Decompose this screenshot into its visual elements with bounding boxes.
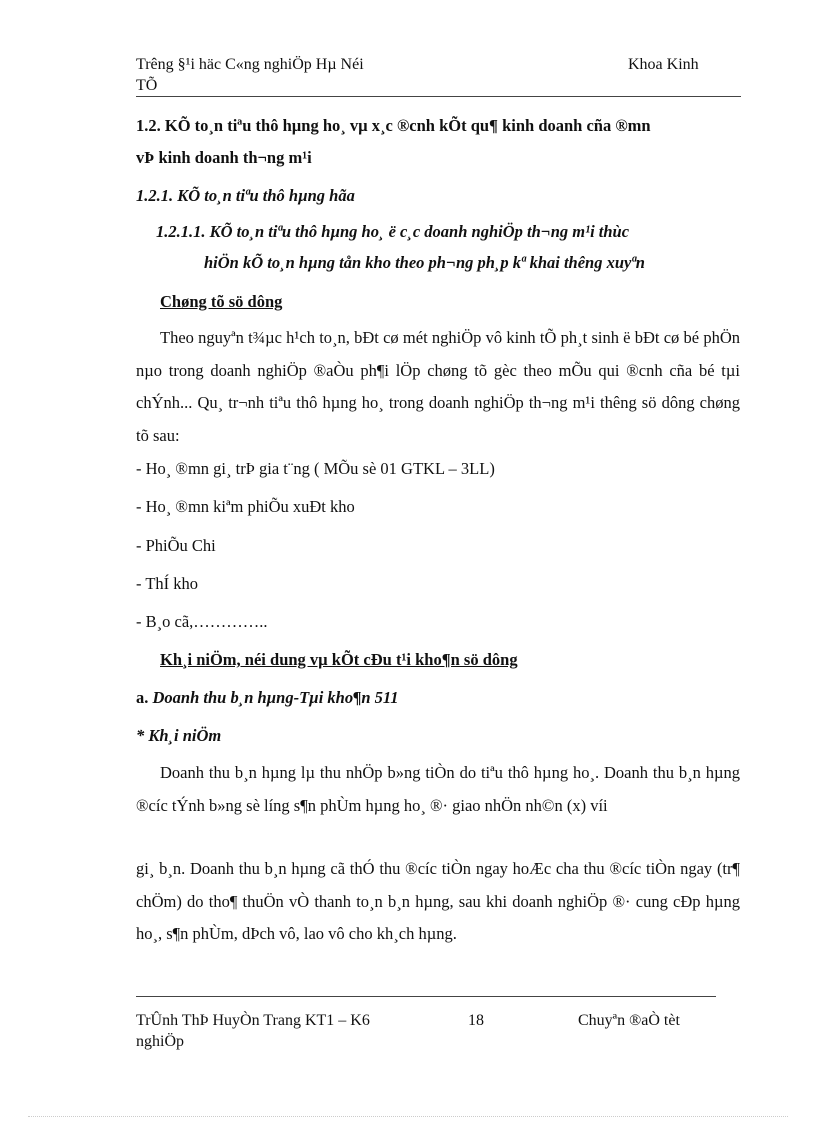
header-right: Khoa Kinh [628, 56, 699, 73]
section-heading-1-2-1: 1.2.1. KÕ to¸n tiªu thô hµng hãa [136, 186, 355, 205]
subheading-concepts-accounts: Kh¸i niÖm, néi dung vµ kÕt cÐu t¹i kho¶n sö dông [160, 650, 518, 669]
subheading-concept: * Kh¸i niÖm [136, 726, 222, 745]
subheading-documents-used: Chøng tõ sö dông [160, 292, 283, 311]
subheading-prefix: a. [136, 688, 153, 707]
footer-author: TrÛnh ThÞ HuyÒn Trang KT1 – K6 [136, 1012, 370, 1029]
paragraph-documents: Theo nguyªn t¾µc h¹ch to¸n, bÐt cø mét nghiÖp vô kinh tÕ ph¸t sinh ë bÐt cø bé phÖn nµo trong doanh nghiÖp ®aÒu ph¶i lÖp chøng tõ gèc theo mÕu qui ®cnh cña bé tµi chÝnh... Qu¸ tr¬nh tiªu thô hµng ho¸ trong doanh nghiÖp th¬ng m¹i thêng sö dông chøng tõ sau: [136, 328, 740, 445]
page-number: 18 [468, 1012, 484, 1029]
section-heading-1-2-continued: vÞ kinh doanh th¬ng m¹i [136, 148, 312, 167]
section-heading-1-2: 1.2. KÕ to¸n tiªu thô hµng ho¸ vµ x¸c ®cnh kÕt qu¶ kinh doanh cña ®mn [136, 116, 651, 135]
header-left: Trêng §¹i häc C«ng nghiÖp Hµ Néi [136, 56, 364, 73]
paragraph-revenue-collection: gi¸ b¸n. Doanh thu b¸n hµng cã thÓ thu ®cíc tiÒn ngay hoÆc cha thu ®cíc tiÒn ngay (tr¶ chÖm) do tho¶ thuÖn vÒ thanh to¸n b¸n hµng, sau khi doanh nghiÖp ®· cung cÐp hµng ho¸, s¶n phÙm, dÞch vô, lao vô cho kh¸ch hµng. [136, 859, 740, 943]
list-item: - ThÍ kho [136, 574, 199, 593]
footer-right: Chuyªn ®aÒ tèt [578, 1012, 680, 1029]
list-item: - B¸o cã,………….. [136, 612, 268, 631]
page-edge-divider [28, 1116, 788, 1117]
header-left-continued: TÕ [136, 77, 158, 94]
paragraph-revenue-definition: Doanh thu b¸n hµng lµ thu nhÖp b»ng tiÒn do tiªu thô hµng ho¸. Doanh thu b¸n hµng ®cíc tÝnh b»ng sè líng s¶n phÙm hµng ho¸ ®· giao nhÖn nh©n (x) víi [136, 763, 740, 815]
footer-author-continued: nghiÖp [136, 1033, 184, 1050]
header-rule [136, 96, 741, 97]
list-item: - Ho¸ ®mn gi¸ trÞ gia t¨ng ( MÕu sè 01 GTKL – 3LL) [136, 459, 495, 478]
list-item: - PhiÕu Chi [136, 536, 216, 555]
section-heading-1-2-1-1: 1.2.1.1. KÕ to¸n tiªu thô hµng ho¸ ë c¸c doanh nghiÖp th¬ng m¹i thùc [156, 222, 630, 241]
subheading-text: Doanh thu b¸n hµng-Tµi kho¶n 511 [152, 688, 399, 707]
subheading-revenue-account [136, 688, 398, 708]
section-heading-1-2-1-1-continued: hiÖn kÕ to¸n hµng tån kho theo ph¬ng ph¸p kª khai thêng xuyªn [204, 253, 645, 272]
footer-rule [136, 996, 716, 997]
list-item: - Ho¸ ®mn kiªm phiÕu xuÐt kho [136, 497, 355, 516]
